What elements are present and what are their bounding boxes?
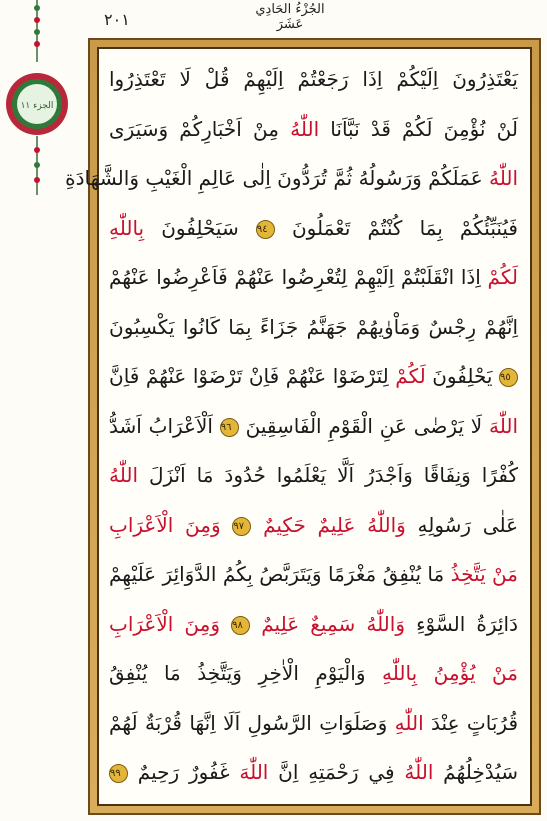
text-line	[109, 453, 518, 497]
verse-text: فِي رَحْمَتِهِ اِنَّ	[268, 760, 405, 784]
divine-name-text: مَنْ يُؤْمِنُ بِاللّٰهِ	[382, 661, 518, 685]
verse-text	[221, 513, 233, 537]
quran-text-lines	[65, 57, 519, 794]
text-line	[109, 107, 518, 151]
verse-text: لِتَرْضَوْا عَنْهُمْ فَاِنْ تَرْضَوْا عَنْهُمْ فَاِنَّ	[109, 364, 396, 388]
juz-title: الجُزْءُ الحَادِي عَشَرَ	[255, 2, 325, 32]
divine-name-text: اللّٰهُ	[489, 166, 518, 190]
ayah-number-marker: ٩٦	[220, 418, 239, 437]
ayah-number-marker: ٩٩	[109, 764, 128, 783]
verse-text: وَالْيَوْمِ الْاٰخِرِ وَيَتَّخِذُ مَا يُنْفِقُ	[109, 661, 383, 685]
page-frame	[65, 38, 541, 815]
verse-text	[251, 513, 263, 537]
text-line	[109, 255, 518, 299]
verse-text: مِنْ اَخْبَارِكُمْ وَسَيَرَى	[109, 116, 291, 141]
divine-name-text: وَمِنَ الْاَعْرَابِ	[109, 512, 221, 537]
divine-name-text: مَنْ يَتَّخِذُ	[450, 562, 518, 586]
verse-text: غَفُورٌ رَحِيمٌ	[128, 760, 240, 784]
divine-name-text: اللّٰهَ	[489, 413, 518, 438]
verse-text: وَصَلَوَاتِ الرَّسُولِ اَلَا اِنَّهَا قُرْبَةٌ لَهُمْ	[109, 710, 395, 735]
ayah-number-marker: ٩٨	[231, 616, 250, 635]
text-line	[109, 701, 518, 745]
divine-name-text: اللّٰهُ	[109, 463, 138, 487]
page-number: ٢٠١	[104, 10, 130, 29]
text-line	[109, 206, 518, 250]
verse-text: دَائِرَةُ السَّوْءِ	[405, 611, 518, 636]
verse-text: اَلْاَعْرَابُ اَشَدُّ	[109, 413, 220, 438]
verse-text	[250, 612, 261, 636]
text-line	[109, 750, 518, 794]
text-line	[109, 602, 518, 646]
divine-name-text: اللّٰهَ	[239, 760, 269, 784]
ayah-number-marker: ٩٤	[256, 220, 275, 239]
divine-name-text: اللّٰهُ	[290, 116, 320, 141]
divine-name-text: وَاللّٰهُ عَلِيمٌ حَكِيمٌ	[263, 512, 406, 537]
divine-name-text: بِاللّٰهِ	[109, 215, 145, 240]
verse-text: فَيُنَبِّئُكُمْ بِمَا كُنْتُمْ تَعْمَلُونَ	[274, 215, 518, 240]
verse-text	[220, 612, 231, 636]
text-area	[65, 47, 532, 806]
verse-text: عَمَلَكُمْ وَرَسُولُهُ ثُمَّ تُرَدُّونَ اِلٰى عَالِمِ الْغَيْبِ وَالشَّهَادَةِ	[65, 166, 489, 190]
verse-text: سَيُدْخِلُهُمُ	[433, 760, 518, 784]
text-line	[109, 305, 518, 349]
medallion-label: الجزء ١١	[20, 101, 54, 111]
verse-text: يَحْلِفُونَ	[425, 364, 499, 388]
ayah-number-marker: ٩٥	[499, 368, 518, 387]
text-line	[109, 354, 518, 398]
ayah-number-marker: ٩٧	[232, 517, 251, 536]
divine-name-text: اللّٰهُ	[404, 760, 434, 784]
verse-text: اِنَّهُمْ رِجْسٌ وَمَاْوٰيهُمْ جَهَنَّمُ جَزَاءً بِمَا كَانُوا يَكْسِبُونَ	[109, 314, 518, 339]
divine-name-text: اللّٰهِ	[394, 710, 424, 735]
divine-name-text: وَمِنَ الْاَعْرَابِ	[109, 611, 221, 636]
verse-text: قُرُبَاتٍ عِنْدَ	[423, 710, 519, 735]
verse-text: يَعْتَذِرُونَ اِلَيْكُمْ اِذَا رَجَعْتُمْ اِلَيْهِمْ قُلْ لَا تَعْتَذِرُوا	[109, 67, 518, 91]
text-line	[109, 552, 518, 596]
verse-text: كُفْرًا وَنِفَاقًا وَاَجْدَرُ اَلَّا يَعْلَمُوا حُدُودَ مَا اَنْزَلَ	[138, 463, 518, 487]
verse-text: سَيَحْلِفُونَ	[144, 215, 256, 240]
divine-name-text: لَكُمْ	[395, 364, 426, 388]
juz-medallion-ornament-icon	[0, 0, 70, 200]
verse-text: عَلٰى رَسُولِهِ	[405, 512, 519, 537]
text-line	[109, 404, 518, 448]
verse-text: مَا يُنْفِقُ مَغْرَمًا وَيَتَرَبَّصُ بِكُمُ الدَّوَائِرَ عَلَيْهِمْ	[109, 562, 451, 586]
text-line	[65, 156, 518, 200]
divine-name-text: لَكُمْ	[487, 265, 518, 289]
text-line	[109, 651, 518, 695]
divine-name-text: وَاللّٰهُ سَمِيعٌ عَلِيمٌ	[261, 611, 405, 636]
verse-text: لَا يَرْضٰى عَنِ الْقَوْمِ الْفَاسِقِينَ	[238, 413, 489, 438]
verse-text: اِذَا انْقَلَبْتُمْ اِلَيْهِمْ لِتُعْرِضُوا عَنْهُمْ فَاَعْرِضُوا عَنْهُمْ	[109, 265, 488, 289]
verse-text: لَنْ نُؤْمِنَ لَكُمْ قَدْ نَبَّاَنَا	[319, 116, 518, 141]
text-line	[109, 57, 518, 101]
text-line	[109, 503, 518, 547]
